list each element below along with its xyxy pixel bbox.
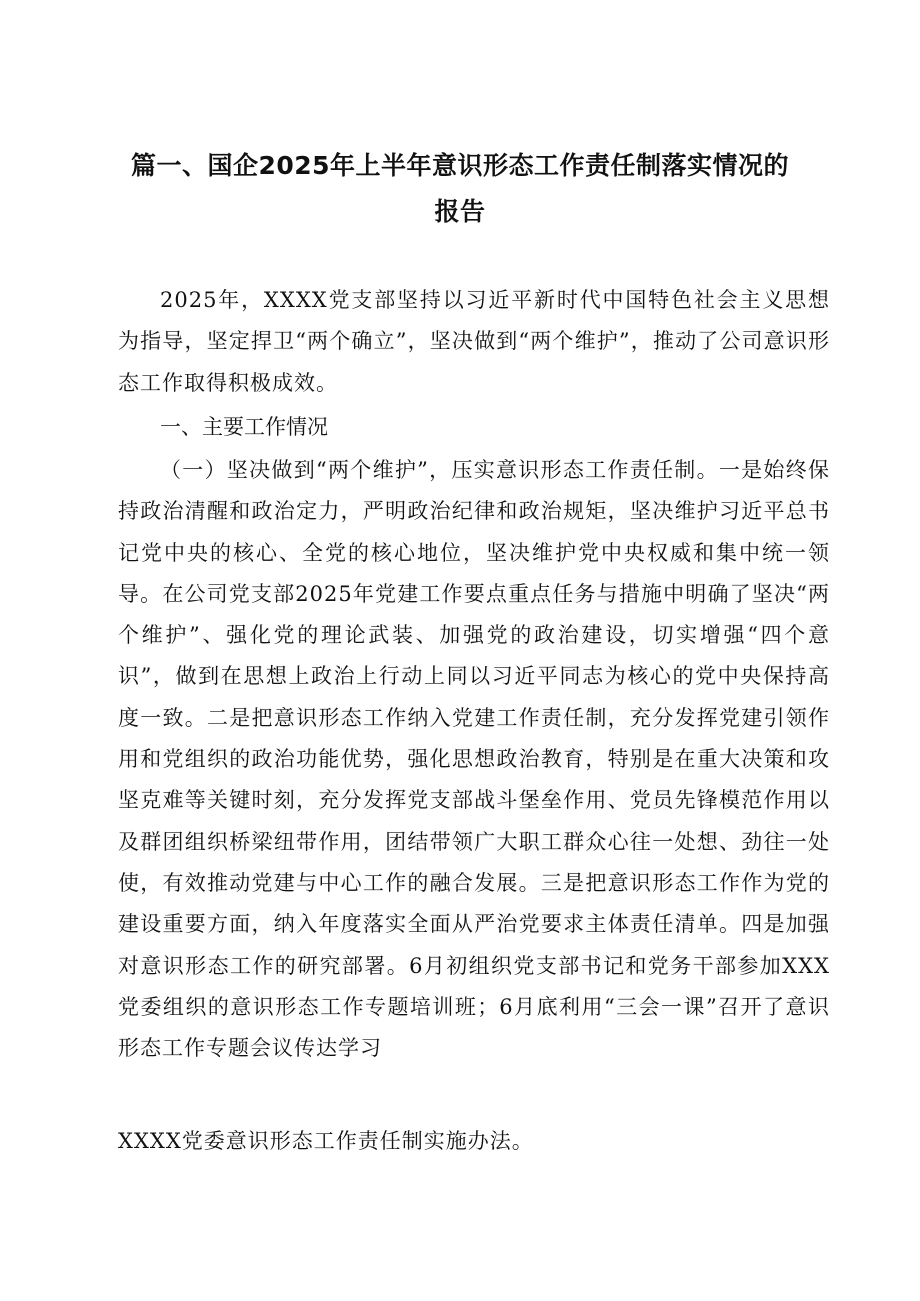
tail-line: XXXX党委意识形态工作责任制实施办法。 [118, 1129, 534, 1153]
document-title-line-1: 篇一、国企2025年上半年意识形态工作责任制落实情况的 [130, 151, 790, 180]
section-heading: 一、主要工作情况 [160, 415, 328, 439]
document-title-line-2: 报告 [434, 197, 486, 226]
body-paragraph: （一）坚决做到“两个维护”，压实意识形态工作责任制。一是始终保持政治清醒和政治定力，严明政治纪律和政治规矩，坚决维护习近平总书记党中央的核心、全党的核心地位，坚决维护党中央权威和集中统一领导。在公司党支部2025年党建工作要点重点任务与措施中明确了坚决“两个维护”、强化党的理论武装、加强党的政治建设，切实增强“四个意识”，做到在思想上政治上行动上同以习近平同志为核心的党中央保持高度一致。二是把意识形态工作纳入党建工作责任制，充分发挥党建引领作用和党组织的政治功能优势，强化思想政治教育，特别是在重大决策和攻坚克难等关键时刻，充分发挥党支部战斗堡垒作用、党员先锋模范作用以及群团组织桥梁纽带作用，团结带领广大职工群众心往一处想、劲往一处使，有效推动党建与中心工作的融合发展。三是把意识形态工作作为党的建设重要方面，纳入年度落实全面从严治党要求主体责任清单。四是加强对意识形态工作的研究部署。6月初组织党支部书记和党务干部参加XXX党委组织的意识形态工作专题培训班；6月底利用“三会一课”召开了意识形态工作专题会议传达学习 [118, 458, 830, 1061]
intro-paragraph: 2025年，XXXX党支部坚持以习近平新时代中国特色社会主义思想为指导，坚定捍卫“两个确立”，坚决做到“两个维护”，推动了公司意识形态工作取得积极成效。 [118, 288, 830, 395]
